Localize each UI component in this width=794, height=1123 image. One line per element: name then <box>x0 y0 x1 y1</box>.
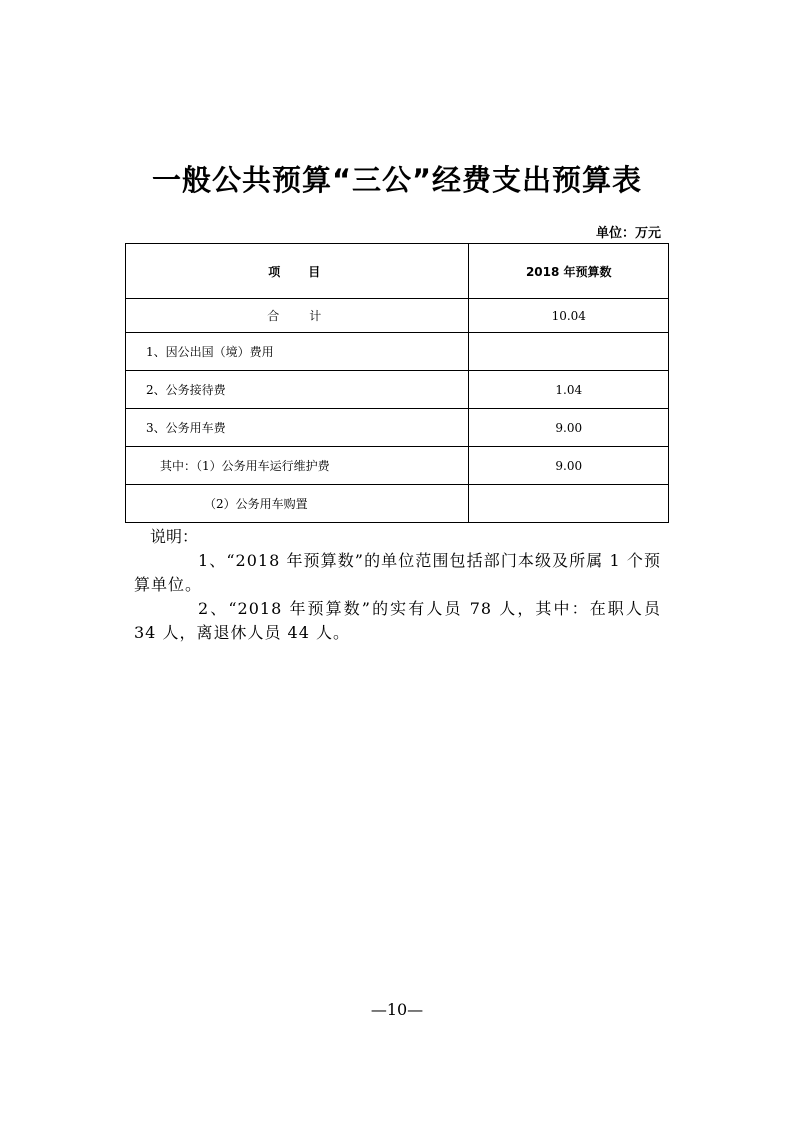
table-row <box>126 447 669 485</box>
row-item-label: （2）公务用车购置 <box>126 485 469 523</box>
notes-label: 说明： <box>150 527 199 546</box>
table-header-row <box>126 244 669 299</box>
notes-section <box>134 525 661 645</box>
row-item-label: 2、公务接待费 <box>126 371 469 409</box>
unit-label: 单位：万元 <box>595 226 661 241</box>
row-item-label: 合计 <box>126 299 469 333</box>
row-item-label: 1、因公出国（境）费用 <box>126 333 469 371</box>
table-row <box>126 299 669 333</box>
row-value: 1.04 <box>469 371 669 409</box>
table-row <box>126 485 669 523</box>
row-value <box>469 485 669 523</box>
row-value: 9.00 <box>469 447 669 485</box>
row-value: 9.00 <box>469 409 669 447</box>
note-item: 2、“2018 年预算数”的实有人员 78 人，其中：在职人员 34 人，离退休人员 44 人。 <box>134 599 661 642</box>
budget-table <box>125 243 669 523</box>
note-item: 1、“2018 年预算数”的单位范围包括部门本级及所属 1 个预算单位。 <box>134 551 661 594</box>
header-budget: 2018 年预算数 <box>469 244 669 299</box>
page-number: —10— <box>370 1000 424 1019</box>
row-item-label: 其中：（1）公务用车运行维护费 <box>126 447 469 485</box>
table-row <box>126 371 669 409</box>
row-value <box>469 333 669 371</box>
row-value: 10.04 <box>469 299 669 333</box>
row-item-label: 3、公务用车费 <box>126 409 469 447</box>
page-title: 一般公共预算“三公”经费支出预算表 <box>151 163 643 197</box>
table-row <box>126 333 669 371</box>
table-row <box>126 409 669 447</box>
header-item: 项目 <box>126 244 469 299</box>
